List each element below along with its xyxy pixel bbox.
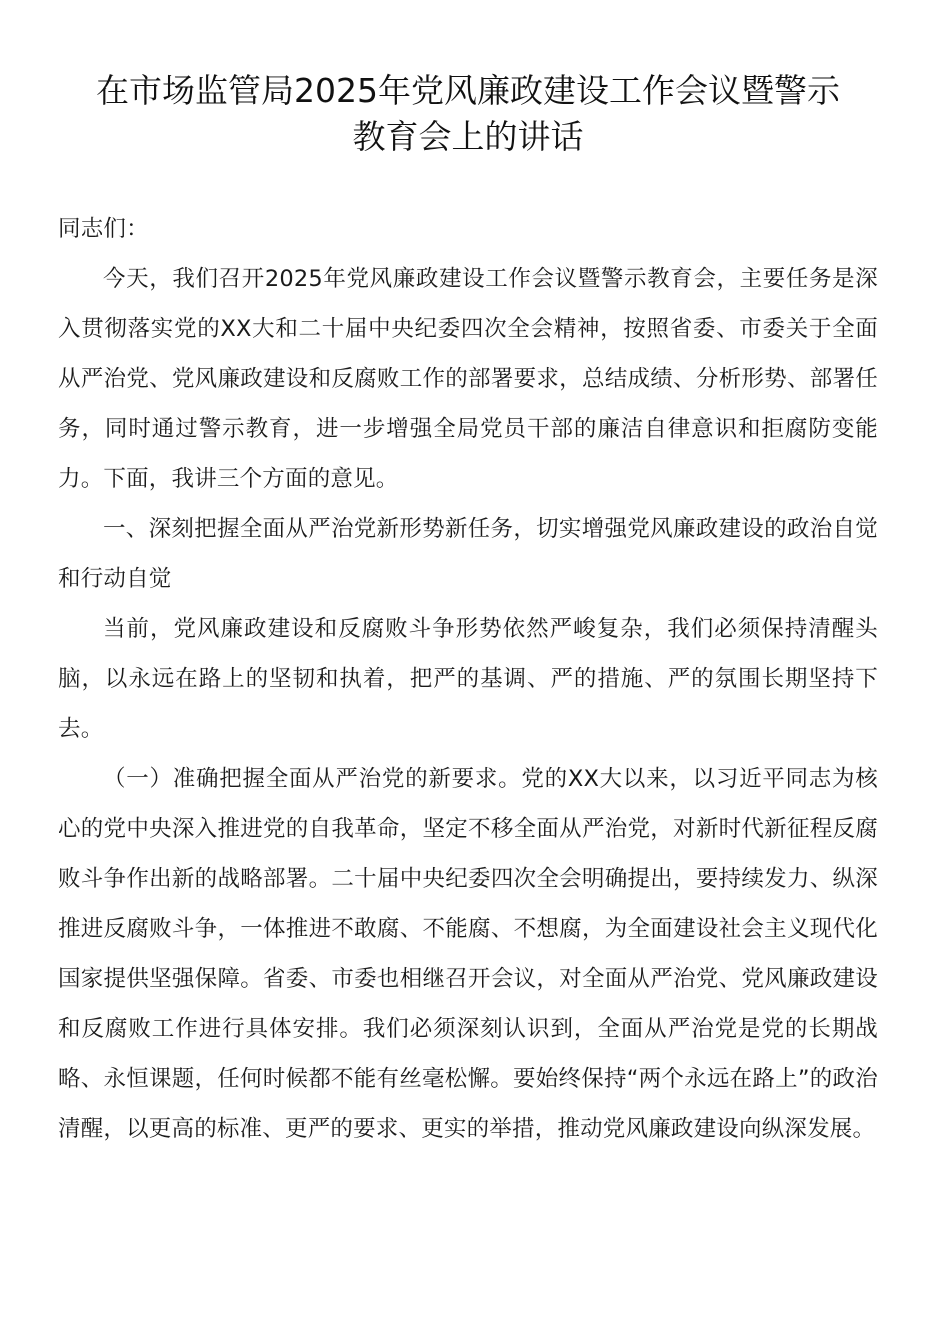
- paragraph-situation: 当前，党风廉政建设和反腐败斗争形势依然严峻复杂，我们必须保持清醒头脑，以永远在路上的坚韧和执着，把严的基调、严的措施、严的氛围长期坚持下去。: [58, 616, 878, 742]
- document-body: [58, 204, 878, 1154]
- document-page: [58, 68, 878, 1154]
- paragraph-subsection-1: （一）准确把握全面从严治党的新要求。党的XX大以来，以习近平同志为核心的党中央深入推进党的自我革命，坚定不移全面从严治党，对新时代新征程反腐败斗争作出新的战略部署。二十届中央纪委四次全会明确提出，要持续发力、纵深推进反腐败斗争，一体推进不敢腐、不能腐、不想腐，为全面建设社会主义现代化国家提供坚强保障。省委、市委也相继召开会议，对全面从严治党、党风廉政建设和反腐败工作进行具体安排。我们必须深刻认识到，全面从严治党是党的长期战略、永恒课题，任何时候都不能有丝毫松懈。要始终保持“两个永远在路上”的政治清醒，以更高的标准、更严的要求、更实的举措，推动党风廉政建设向纵深发展。: [58, 766, 878, 1142]
- page-title: [58, 68, 878, 160]
- paragraph-intro: 今天，我们召开2025年党风廉政建设工作会议暨警示教育会，主要任务是深入贯彻落实党的XX大和二十届中央纪委四次全会精神，按照省委、市委关于全面从严治党、党风廉政建设和反腐败工作的部署要求，总结成绩、分析形势、部署任务，同时通过警示教育，进一步增强全局党员干部的廉洁自律意识和拒腐防变能力。下面，我讲三个方面的意见。: [58, 266, 878, 492]
- title-line-2: 教育会上的讲话: [352, 117, 584, 156]
- section-heading-1: 一、深刻把握全面从严治党新形势新任务，切实增强党风廉政建设的政治自觉和行动自觉: [58, 516, 878, 592]
- salutation: 同志们：: [58, 216, 149, 242]
- title-line-1: 在市场监管局2025年党风廉政建设工作会议暨警示: [96, 71, 840, 110]
